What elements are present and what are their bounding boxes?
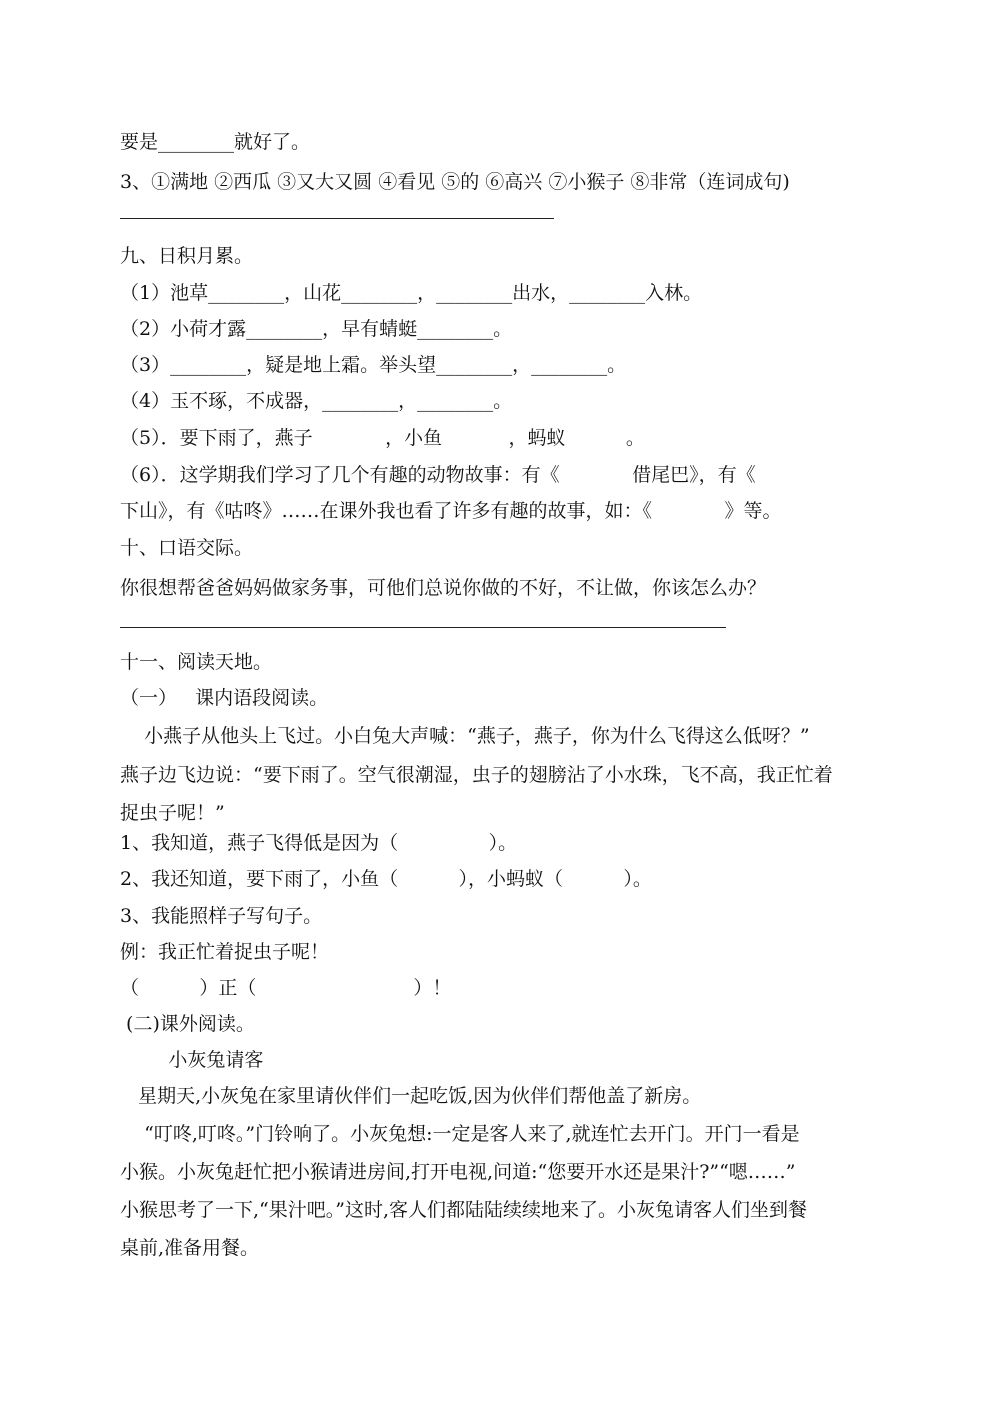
passage-line: 小燕子从他头上飞过。小白兔大声喊：“燕子，燕子，你为什么飞得这么低呀？” — [120, 725, 810, 747]
passage-line: 捉虫子呢！” — [120, 802, 225, 824]
example-line: 例：我正忙着捉虫子呢！ — [120, 941, 330, 963]
question-line: 3、①满地 ②西瓜 ③又大又圆 ④看见 ⑤的 ⑥高兴 ⑦小猴子 ⑧非常（连词成句) — [120, 171, 790, 193]
question-line: （ ）正（ ）！ — [120, 977, 452, 999]
question-line: （4）玉不琢，不成器，________，________。 — [120, 390, 513, 412]
story-title: 小灰兔请客 — [120, 1049, 264, 1071]
section-heading: 九、日积月累。 — [120, 245, 254, 267]
subsection-heading: （一） 课内语段阅读。 — [120, 687, 329, 709]
question-line: （2）小荷才露________，早有蜻蜓________。 — [120, 318, 513, 340]
question-line: 你很想帮爸爸妈妈做家务事，可他们总说你做的不好，不让做，你该怎么办？ — [120, 577, 767, 599]
text-line: 要是________就好了。 — [120, 131, 311, 153]
story-line: 星期天,小灰兔在家里请伙伴们一起吃饭,因为伙伴们帮他盖了新房。 — [120, 1085, 702, 1107]
section-heading: 十、口语交际。 — [120, 537, 254, 559]
answer-rule — [120, 218, 554, 219]
answer-rule — [120, 627, 726, 628]
question-line: （3）________，疑是地上霜。举头望________，________。 — [120, 354, 627, 376]
question-line: 2、我还知道，要下雨了，小鱼（ ），小蚂蚁（ ）。 — [120, 868, 652, 890]
story-line: 小猴思考了一下,“果汁吧。”这时,客人们都陆陆续续地来了。小灰兔请客人们坐到餐 — [120, 1199, 808, 1221]
question-line: 1、我知道，燕子飞得低是因为（ ）。 — [120, 832, 518, 854]
story-line: 小猴。小灰兔赶忙把小猴请进房间,打开电视,问道:“您要开水还是果汁?”“嗯……” — [120, 1161, 796, 1183]
question-line: （5）．要下雨了，燕子 ，小鱼 ，蚂蚁 。 — [120, 427, 645, 449]
section-heading: 十一、阅读天地。 — [120, 651, 273, 673]
story-line: 桌前,准备用餐。 — [120, 1237, 260, 1259]
question-line: （1）池草________，山花________，________出水，________入林。 — [120, 282, 703, 304]
question-line: 下山》，有《咕咚》……在课外我也看了许多有趣的故事，如：《 》等。 — [120, 500, 782, 522]
story-line: “叮咚,叮咚。”门铃响了。小灰兔想:一定是客人来了,就连忙去开门。开门一看是 — [120, 1123, 800, 1145]
subsection-heading: (二)课外阅读。 — [120, 1013, 255, 1035]
question-line: 3、我能照样子写句子。 — [120, 905, 323, 927]
question-line: （6）．这学期我们学习了几个有趣的动物故事：有《 借尾巴》，有《 — [120, 464, 756, 486]
passage-line: 燕子边飞边说：“要下雨了。空气很潮湿，虫子的翅膀沾了小水珠，飞不高，我正忙着 — [120, 764, 833, 786]
